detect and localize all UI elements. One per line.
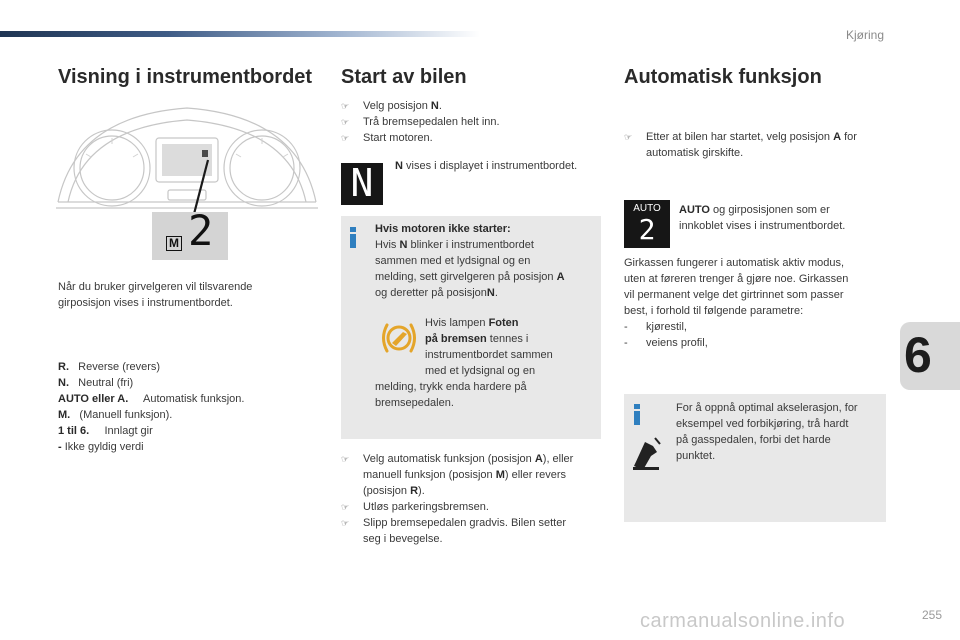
title-automatisk: Automatisk funksjon xyxy=(624,66,822,88)
foot-on-accelerator-icon xyxy=(631,436,663,472)
legend-item: R. Reverse (revers) xyxy=(58,361,161,373)
section-label: Kjøring xyxy=(845,28,884,42)
start-steps xyxy=(341,98,601,146)
info-icon xyxy=(634,404,642,425)
auto-step xyxy=(624,129,890,161)
neutral-badge-letter: N xyxy=(350,161,374,205)
info-icon xyxy=(350,227,358,248)
title-visning: Visning i instrumentbordet xyxy=(58,66,313,88)
header-bar xyxy=(0,31,480,37)
list-item: ☞ Velg automatisk funksjon (posisjon A), eller manuell funksjon (posisjon M) eller revers (posisjon R). xyxy=(341,453,574,497)
list-item: ☞ Etter at bilen har startet, velg posisjon A for automatisk girskifte. xyxy=(624,131,857,159)
legend-item: - Ikke gyldig verdi xyxy=(58,441,144,453)
watermark: carmanualsonline.info xyxy=(640,610,846,632)
caption-gear-display: Når du bruker girvelgeren vil tilsvarende girposisjon vises i instrumentbordet. xyxy=(58,281,253,309)
list-item: ☞ Velg posisjon N. xyxy=(341,100,442,112)
gear-legend xyxy=(58,359,308,455)
list-item: ☞ Start motoren. xyxy=(341,132,433,144)
legend-item: M. (Manuell funksjon). xyxy=(58,409,173,421)
chapter-number: 6 xyxy=(904,327,932,383)
auto-badge-label: AUTO xyxy=(633,203,661,214)
legend-item: 1 til 6. Innlagt gir xyxy=(58,425,153,437)
info-box-text: Hvis motoren ikke starter: Hvis N blinker i instrumentbordet sammen med et lydsignal og en melding, sett girvelgeren på posisjon A og deretter på posisjonN. xyxy=(375,223,565,299)
title-start: Start av bilen xyxy=(341,66,467,88)
start-steps-2 xyxy=(341,451,603,547)
list-item: ☞ Trå bremsepedalen helt inn. xyxy=(341,116,500,128)
legend-item: AUTO eller A. Automatisk funksjon. xyxy=(58,393,245,405)
list-item: - veiens profil, xyxy=(624,337,708,349)
tip-text: For å oppnå optimal akselerasjon, for eksempel ved forbikjøring, trå hardt på gasspedalen, forbi det harde punktet. xyxy=(676,402,858,462)
list-item: ☞ Slipp bremsepedalen gradvis. Bilen setter seg i bevegelse. xyxy=(341,517,567,545)
lamp-note: Hvis lampen Foten på bremsen tennes i instrumentbordet sammen med et lydsignal og en melding, trykk enda hardere på bremsepedalen. xyxy=(375,317,553,409)
gear-display-mode: M xyxy=(166,236,182,251)
page-number: 255 xyxy=(921,608,942,622)
auto-paragraph: Girkassen fungerer i automatisk aktiv modus, uten at føreren trenger å gjøre noe. Girkassen vil permanent velge det girtrinnet som passer best, i forhold til følgende parametre: - kjørestil, - veiens profil, xyxy=(624,255,890,351)
instrument-cluster-illustration xyxy=(56,104,318,266)
list-item: ☞ Utløs parkeringsbremsen. xyxy=(341,501,489,513)
auto-badge-digit: 2 xyxy=(638,213,656,246)
gear-display-digit: 2 xyxy=(188,206,214,255)
legend-item: N. Neutral (fri) xyxy=(58,377,134,389)
list-item: - kjørestil, xyxy=(624,321,687,333)
neutral-note: N vises i displayet i instrumentbordet. xyxy=(395,160,578,172)
auto-note: AUTO og girposisjonen som er innkoblet vises i instrumentbordet. xyxy=(679,204,846,232)
